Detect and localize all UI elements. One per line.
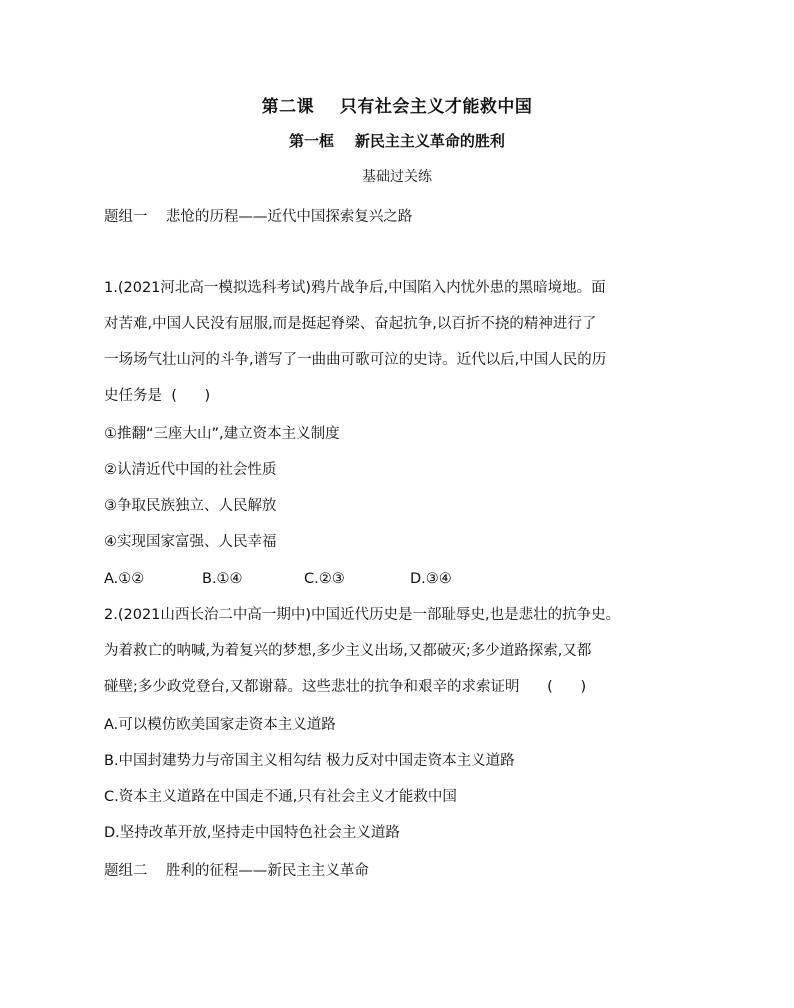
question-2-option-a[interactable]: A.可以模仿欧美国家走资本主义道路 — [104, 717, 336, 733]
question-2-option-c[interactable]: C.资本主义道路在中国走不通,只有社会主义才能救中国 — [104, 789, 457, 805]
section-title: 第一框 新民主主义革命的胜利 — [289, 132, 505, 150]
question-2-line-3: 碰壁;多少政党登台,又都谢幕。这些悲壮的抗争和艰辛的求索证明 ( ) — [104, 679, 587, 695]
question-1-line-3: 一场场气壮山河的斗争,谱写了一曲曲可歌可泣的史诗。近代以后,中国人民的历 — [104, 352, 607, 368]
question-1-item-4: ④实现国家富强、人民幸福 — [104, 534, 277, 550]
question-2-line-1: 2.(2021山西长治二中高一期中)中国近代历史是一部耻辱史,也是悲壮的抗争史。 — [104, 607, 621, 623]
question-1-option-c[interactable]: C.②③ — [304, 571, 345, 587]
question-1-options — [104, 569, 452, 589]
question-1-option-d[interactable]: D.③④ — [410, 571, 452, 587]
question-2-option-b[interactable]: B.中国封建势力与帝国主义相勾结 极力反对中国走资本主义道路 — [104, 753, 515, 769]
question-1-line-1: 1.(2021河北高一模拟选科考试)鸦片战争后,中国陷入内忧外患的黑暗境地。面 — [104, 280, 606, 296]
question-1-line-4: 史任务是 ( ) — [104, 388, 211, 404]
question-1-item-2: ②认清近代中国的社会性质 — [104, 462, 277, 478]
question-2-option-d[interactable]: D.坚持改革开放,坚持走中国特色社会主义道路 — [104, 825, 400, 841]
question-1-line-2: 对苦难,中国人民没有屈服,而是挺起脊梁、奋起抗争,以百折不挠的精神进行了 — [104, 316, 597, 332]
group-two-title: 题组二 胜利的征程——新民主主义革命 — [104, 863, 369, 879]
question-2-line-2: 为着救亡的呐喊,为着复兴的梦想,多少主义出场,又都破灭;多少道路探索,又都 — [104, 643, 592, 659]
question-1-option-a[interactable]: A.①② — [104, 571, 145, 587]
practice-title: 基础过关练 — [362, 169, 432, 185]
question-1-item-1: ①推翻“三座大山”,建立资本主义制度 — [104, 426, 340, 442]
lesson-title: 第二课 只有社会主义才能救中国 — [261, 97, 533, 117]
question-1-option-b[interactable]: B.①④ — [202, 571, 243, 587]
question-1-item-3: ③争取民族独立、人民解放 — [104, 498, 277, 514]
group-one-title: 题组一 悲怆的历程——近代中国探索复兴之路 — [104, 209, 413, 225]
